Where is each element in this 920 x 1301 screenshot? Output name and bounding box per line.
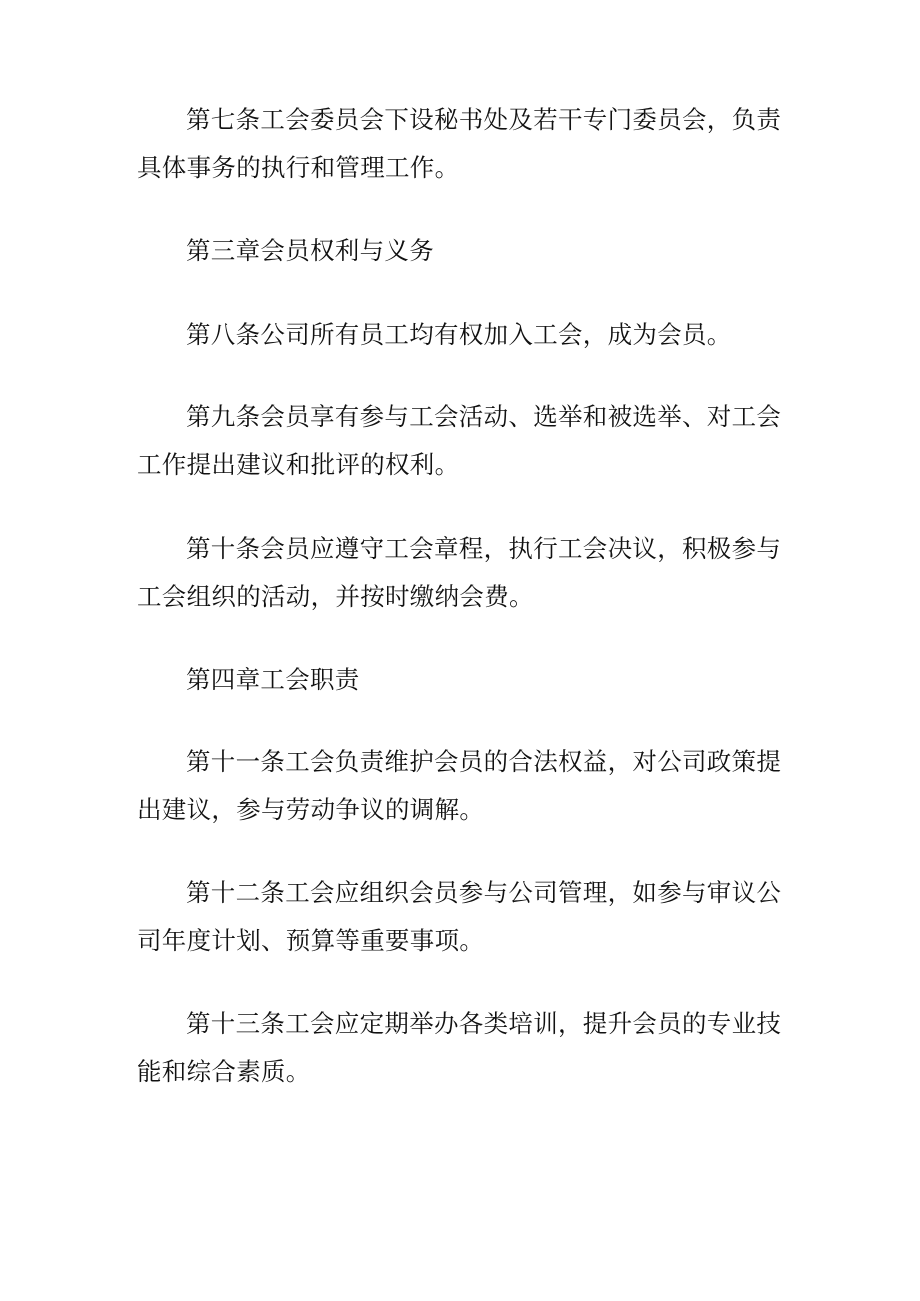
chapter-4-heading — [137, 656, 787, 704]
paragraph-line: 第八条公司所有员工均有权加入工会，成为会员。 — [186, 320, 732, 349]
paragraph-line: 第十一条工会负责维护会员的合法权益，对公司政策提 — [186, 747, 782, 776]
paragraph-line: 第十二条工会应组织会员参与公司管理，如参与审议公 — [186, 878, 782, 907]
article-12-paragraph — [137, 869, 787, 965]
paragraph-line: 第三章会员权利与义务 — [186, 236, 434, 265]
article-9-paragraph — [137, 393, 787, 489]
paragraph-line: 出建议，参与劳动争议的调解。 — [137, 795, 485, 824]
article-11-paragraph — [137, 738, 787, 834]
article-13-paragraph — [137, 1000, 787, 1096]
paragraph-line: 工作提出建议和批评的权利。 — [137, 450, 460, 479]
paragraph-line: 司年度计划、预算等重要事项。 — [137, 926, 485, 955]
paragraph-line: 第十三条工会应定期举办各类培训，提升会员的专业技 — [186, 1009, 782, 1038]
article-7-paragraph — [137, 96, 787, 192]
paragraph-line: 能和综合素质。 — [137, 1057, 311, 1086]
paragraph-line: 第四章工会职责 — [186, 665, 360, 694]
paragraph-line: 工会组织的活动，并按时缴纳会费。 — [137, 582, 534, 611]
chapter-3-heading — [137, 227, 787, 275]
paragraph-line: 第九条会员享有参与工会活动、选举和被选举、对工会 — [186, 402, 782, 431]
paragraph-line: 第七条工会委员会下设秘书处及若干专门委员会，负责 — [186, 105, 782, 134]
article-8-paragraph — [137, 311, 787, 359]
paragraph-line: 第十条会员应遵守工会章程，执行工会决议，积极参与 — [186, 534, 782, 563]
paragraph-line: 具体事务的执行和管理工作。 — [137, 153, 460, 182]
article-10-paragraph — [137, 525, 787, 621]
